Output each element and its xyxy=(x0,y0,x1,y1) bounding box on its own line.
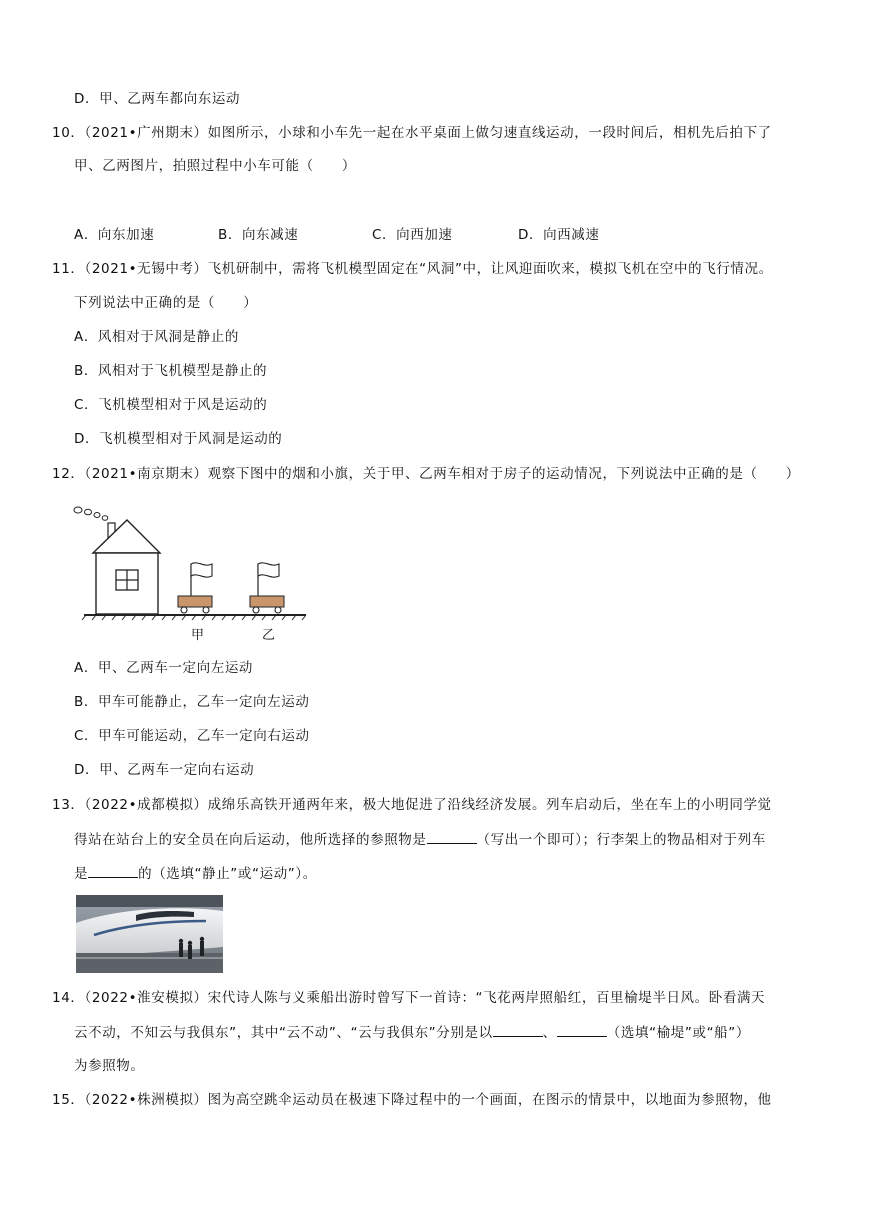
q15-stem-line1: 15．（2022•株洲模拟）图为高空跳伞运动员在极速下降过程中的一个画面，在图示的情景中，以地面为参照物，他 xyxy=(52,1092,772,1108)
q13-stem-line1: 13．（2022•成都模拟）成绵乐高铁开通两年来，极大地促进了沿线经济发展。列车启动后，坐在车上的小明同学觉 xyxy=(52,797,772,813)
q9-option-d: D．甲、乙两车都向东运动 xyxy=(74,91,241,107)
q14-line2-text-b: 、 xyxy=(542,1025,557,1041)
q13-answer-blank-1 xyxy=(427,829,477,844)
q11-option-b: B．风相对于飞机模型是静止的 xyxy=(74,363,268,379)
q14-stem-line3: 为参照物。 xyxy=(74,1058,145,1074)
q10-stem-line2: 甲、乙两图片，拍照过程中小车可能（ ） xyxy=(74,158,356,174)
label-yi: 乙 xyxy=(262,628,276,643)
cart-yi xyxy=(250,563,284,613)
q13-train-photo xyxy=(76,895,223,973)
q12-stem-line1: 12．（2021•南京期末）观察下图中的烟和小旗，关于甲、乙两车相对于房子的运动情况，下列说法中正确的是（ ） xyxy=(52,466,800,482)
q14-stem-line2 xyxy=(74,1022,750,1043)
q13-stem-line2 xyxy=(74,829,766,850)
q13-line2-text-b: （写出一个即可）；行李架上的物品相对于列车 xyxy=(476,832,766,848)
house-roof xyxy=(93,520,160,553)
q10-option-d: D．向西减速 xyxy=(518,227,600,243)
q10-stem-line1: 10．（2021•广州期末）如图所示，小球和小车先一起在水平桌面上做匀速直线运动，一段时间后，相机先后拍下了 xyxy=(52,125,772,141)
q12-figure-house-and-carts xyxy=(70,498,315,644)
smoke-puff xyxy=(94,513,100,518)
smoke-puff xyxy=(74,507,82,513)
q11-option-a: A．风相对于风洞是静止的 xyxy=(74,329,239,345)
q13-stem-line3 xyxy=(74,863,317,884)
q10-option-b: B．向东减速 xyxy=(218,227,299,243)
q11-option-d: D．飞机模型相对于风洞是运动的 xyxy=(74,431,283,447)
q13-line3-text-a: 是 xyxy=(74,866,89,882)
q14-line2-text-c: （选填“榆堤”或“船”） xyxy=(606,1025,750,1041)
q10-option-a: A．向东加速 xyxy=(74,227,155,243)
q14-line2-text-a: 云不动，不知云与我俱东”，其中“云不动”、“云与我俱东”分别是以 xyxy=(74,1025,493,1041)
q13-answer-blank-2 xyxy=(88,863,138,878)
q14-answer-blank-1 xyxy=(493,1022,543,1037)
q11-option-c: C．飞机模型相对于风是运动的 xyxy=(74,397,268,413)
q13-line3-text-b: 的（选填“静止”或“运动”）。 xyxy=(138,866,317,882)
smoke-puff xyxy=(102,516,108,520)
smoke-puff xyxy=(85,509,92,515)
q11-stem-line1: 11．（2021•无锡中考）飞机研制中，需将飞机模型固定在“风洞”中，让风迎面吹来，模拟飞机在空中的飞行情况。 xyxy=(52,261,773,277)
q12-option-b: B．甲车可能静止，乙车一定向左运动 xyxy=(74,694,310,710)
cart-jia xyxy=(178,563,212,613)
q12-option-a: A．甲、乙两车一定向左运动 xyxy=(74,660,254,676)
label-jia: 甲 xyxy=(191,628,205,643)
q14-answer-blank-2 xyxy=(557,1022,607,1037)
q14-stem-line1: 14．（2022•淮安模拟）宋代诗人陈与义乘船出游时曾写下一首诗：“飞花两岸照船红，百里榆堤半日风。卧看满天 xyxy=(52,990,766,1006)
q11-stem-line2: 下列说法中正确的是（ ） xyxy=(74,295,258,311)
q13-line2-text-a: 得站在站台上的安全员在向后运动，他所选择的参照物是 xyxy=(74,832,427,848)
q12-option-c: C．甲车可能运动，乙车一定向右运动 xyxy=(74,728,310,744)
q10-option-c: C．向西加速 xyxy=(372,227,453,243)
q12-option-d: D．甲、乙两车一定向右运动 xyxy=(74,762,255,778)
